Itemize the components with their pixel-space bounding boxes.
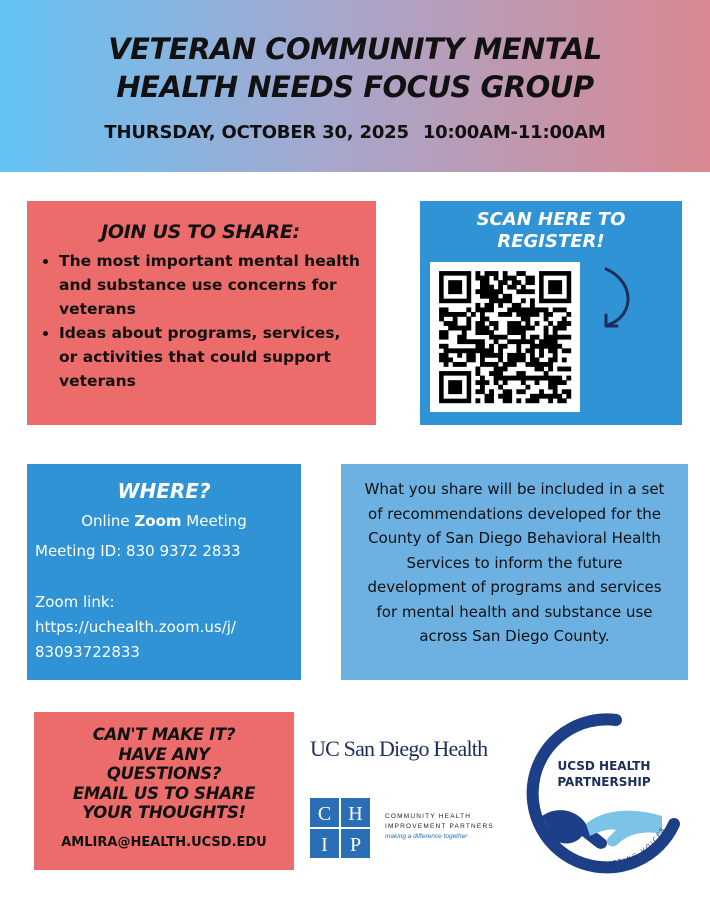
meeting-type-pre: Online: [81, 512, 135, 530]
meeting-type: [27, 512, 301, 530]
curved-arrow-icon: [598, 263, 638, 333]
list-item: • The most important mental health and substance use concerns for veterans: [59, 249, 362, 321]
meeting-id: Meeting ID: 830 9372 2833: [35, 542, 241, 560]
title-line-1: VETERAN COMMUNITY MENTAL: [108, 32, 602, 66]
contact-email[interactable]: AMLIRA@HEALTH.UCSD.EDU: [61, 834, 267, 850]
chip-name-line-2: IMPROVEMENT PARTNERS: [385, 823, 494, 830]
contact-line-1: CAN'T MAKE IT?: [92, 725, 236, 744]
contact-line-3: QUESTIONS?: [106, 764, 222, 783]
scan-heading: [420, 209, 682, 253]
title-line-2: HEALTH NEEDS FOCUS GROUP: [116, 70, 594, 104]
header-banner: [0, 0, 710, 172]
zoom-link-block: [35, 590, 301, 665]
scan-heading-line-1: SCAN HERE TO: [476, 209, 626, 230]
chip-name: [385, 812, 515, 842]
partnership-line-1: UCSD HEALTH: [557, 759, 651, 773]
chip-name-line-1: COMMUNITY HEALTH: [385, 813, 472, 820]
page-title: [0, 30, 710, 106]
contact-box: [34, 712, 294, 870]
info-box: [341, 464, 688, 680]
info-text: What you share will be included in a set of recommendations developed for the County of San Diego Behavioral Health Services to inform the future development of programs and services for mental health and substance use across San Diego County.: [364, 480, 665, 645]
scan-register-box: [420, 201, 682, 425]
chip-letter: C: [317, 803, 332, 825]
chip-letter: P: [349, 834, 362, 856]
scan-heading-line-2: REGISTER!: [497, 231, 605, 252]
contact-line-2: HAVE ANY: [118, 744, 210, 764]
list-item: • Ideas about programs, services, or activities that could support veterans: [59, 321, 362, 393]
chip-letter: I: [321, 834, 328, 856]
zoom-link-label: Zoom link:: [35, 593, 115, 611]
partnership-line-2: PARTNERSHIP: [557, 775, 651, 789]
event-date-time: [0, 122, 710, 143]
zoom-link-url-cont[interactable]: 83093722833: [35, 643, 140, 661]
chip-logo: [310, 798, 370, 858]
qr-code-icon[interactable]: [430, 262, 580, 412]
ucsd-health-logo: UC San Diego Health: [310, 736, 488, 761]
where-box: [27, 464, 301, 680]
meeting-platform: Zoom: [134, 512, 182, 530]
where-heading: WHERE?: [117, 479, 211, 503]
contact-heading: [34, 725, 294, 823]
join-list: [39, 249, 362, 393]
meeting-type-post: Meeting: [181, 512, 247, 530]
event-date: THURSDAY, OCTOBER 30, 2025: [104, 122, 409, 143]
ucsd-health-partnership-logo: [524, 712, 684, 882]
join-us-box: [27, 201, 376, 425]
event-time: 10:00AM-11:00AM: [422, 122, 606, 143]
chip-tagline: making a difference together: [385, 833, 468, 840]
chip-letter: H: [348, 803, 363, 825]
zoom-link-url[interactable]: https://uchealth.zoom.us/j/: [35, 618, 236, 636]
partnership-arc-path-text: UPLIFTING VOICES: [591, 825, 668, 868]
contact-line-5: YOUR THOUGHTS!: [82, 803, 246, 822]
join-heading: JOIN US TO SHARE:: [101, 221, 300, 243]
contact-line-4: EMAIL US TO SHARE: [72, 783, 256, 803]
